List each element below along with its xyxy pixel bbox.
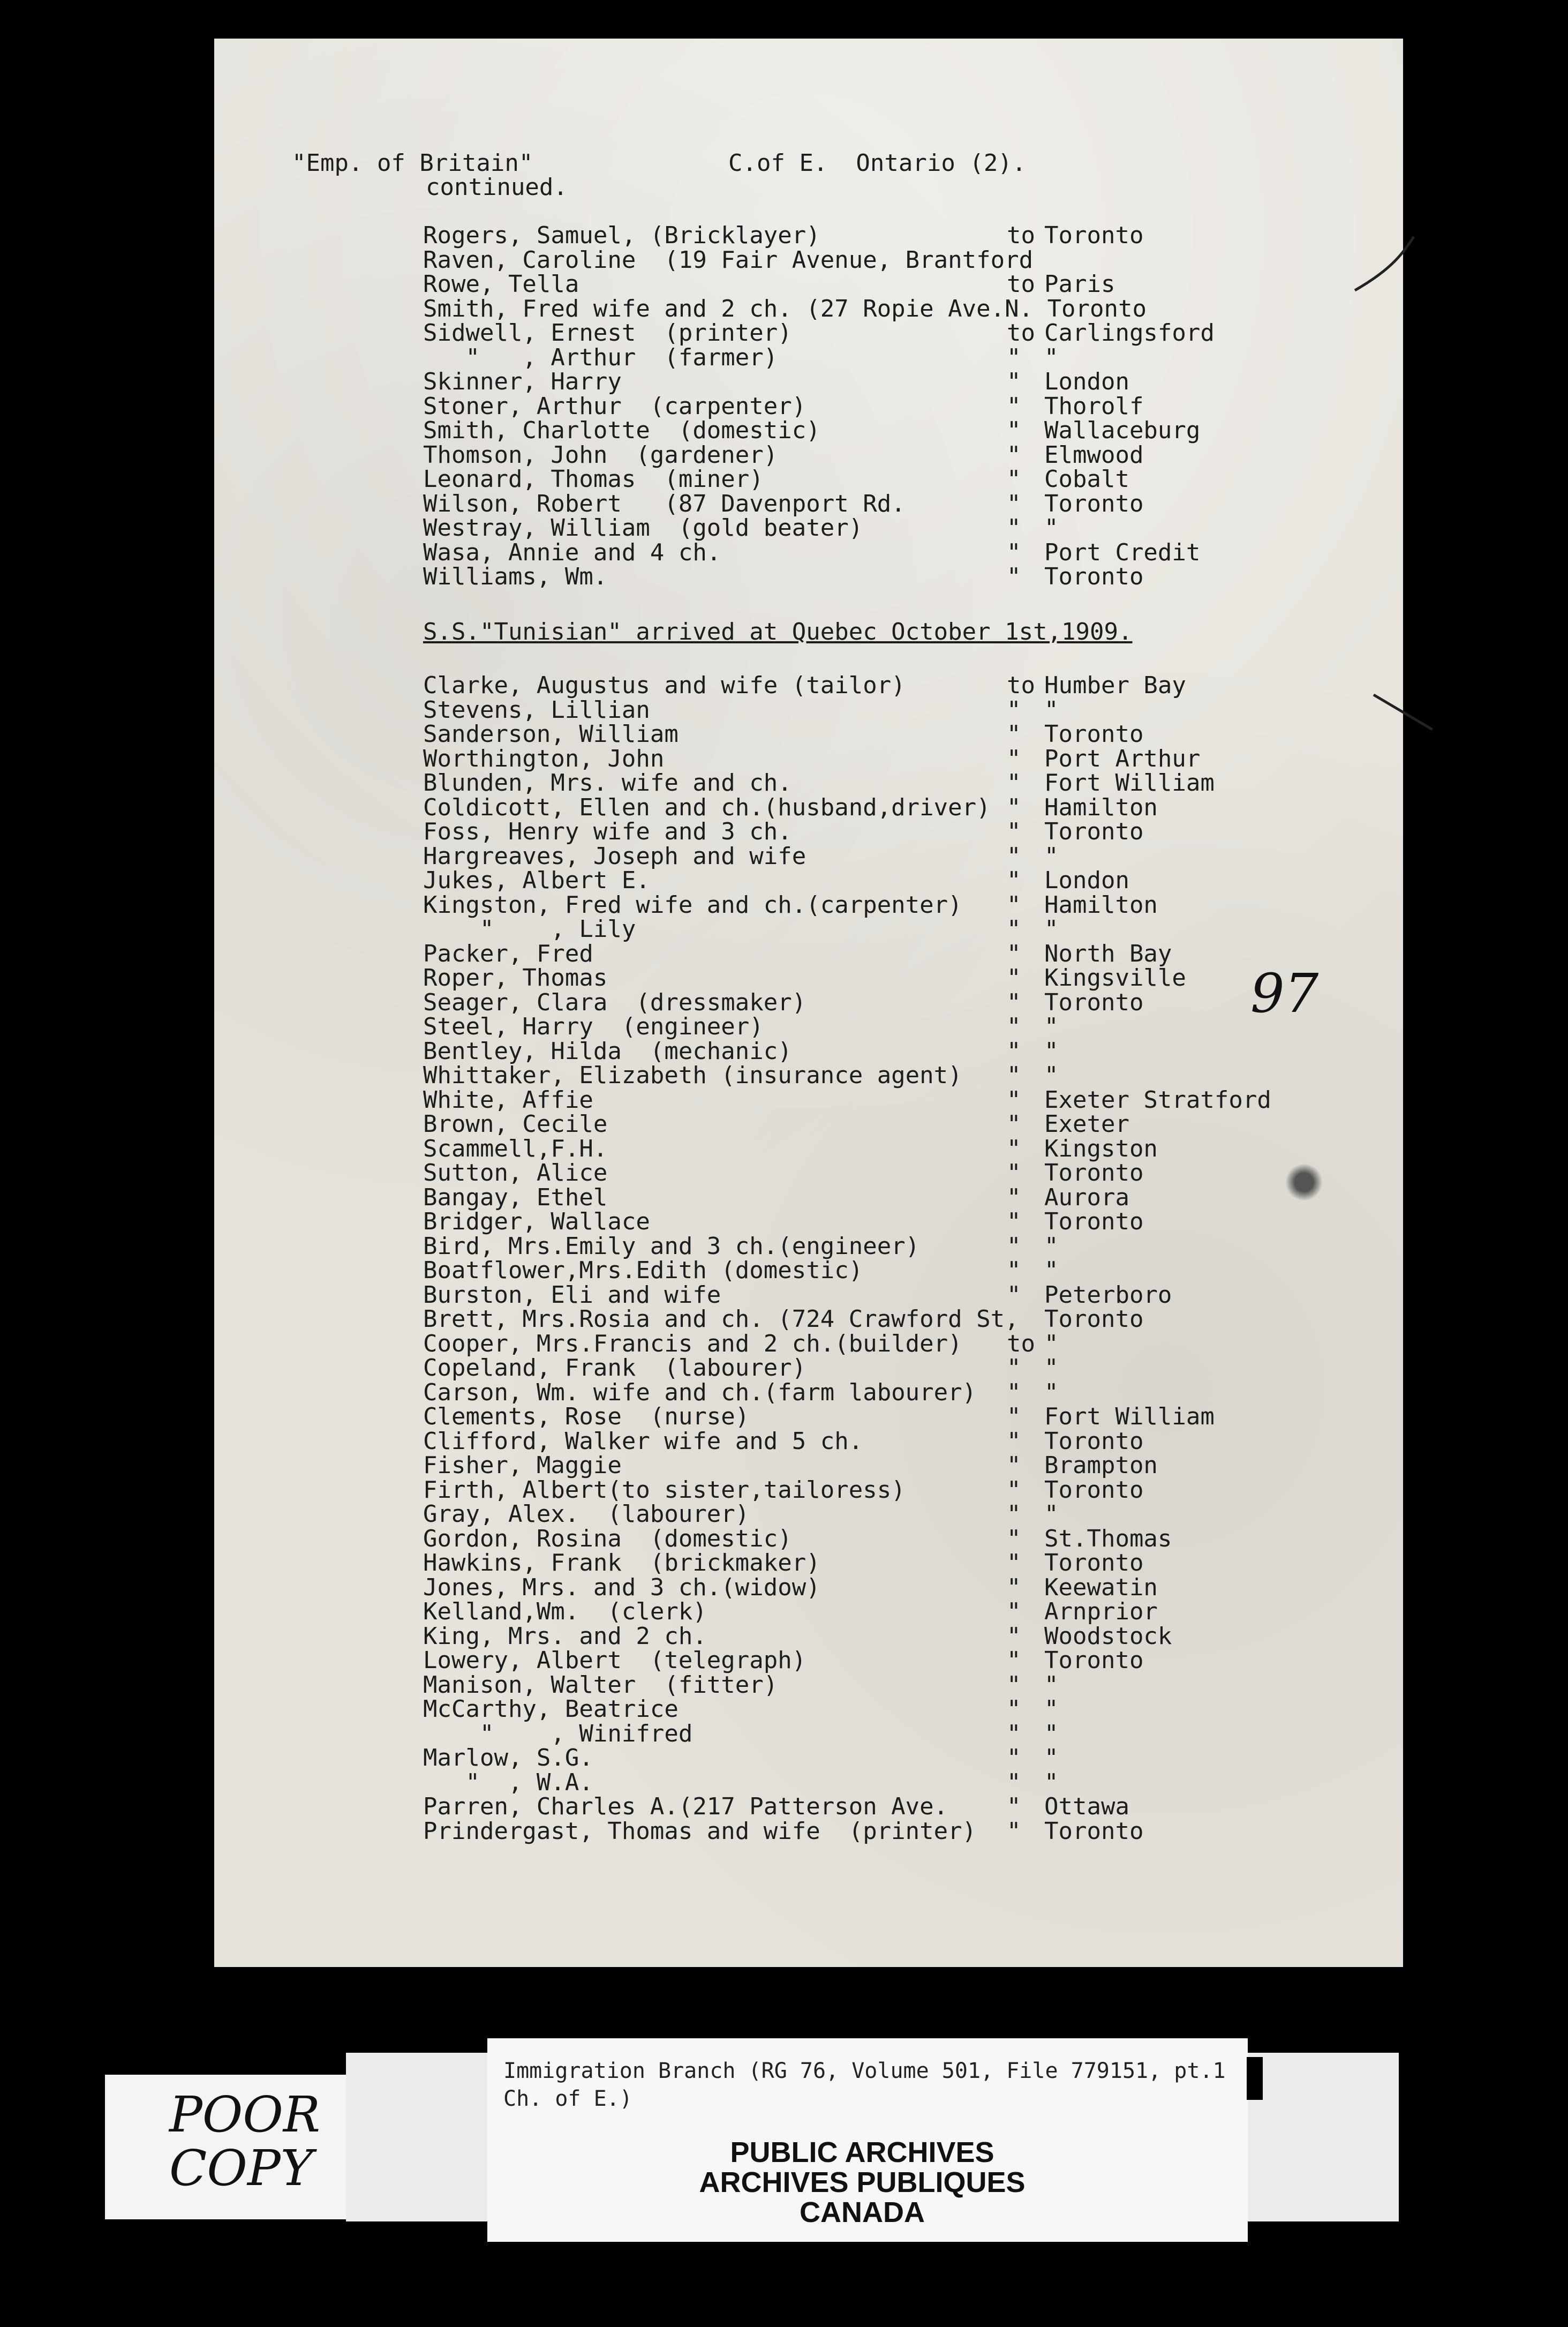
passenger-name: Thomson, John (gardener) (423, 441, 778, 469)
destination: Toronto (1044, 1208, 1144, 1235)
to-marker: " (1007, 1744, 1021, 1771)
destination: " (1044, 1744, 1059, 1771)
to-marker: " (1007, 1232, 1021, 1260)
destination: London (1044, 867, 1129, 894)
to-marker: " (1007, 466, 1021, 493)
passenger-name: Hawkins, Frank (brickmaker) (423, 1549, 820, 1577)
destination: " (1044, 1330, 1059, 1357)
destination: " (1044, 915, 1059, 943)
to-marker: " (1007, 1647, 1021, 1674)
passenger-name: Fisher, Maggie (423, 1452, 622, 1479)
to-marker: " (1007, 1183, 1021, 1211)
to-marker: " (1007, 1378, 1021, 1406)
passenger-name: " , Winifred (423, 1720, 693, 1747)
destination: Aurora (1044, 1183, 1129, 1211)
passenger-name: Sanderson, William (423, 720, 679, 748)
destination: Toronto (1044, 1817, 1144, 1845)
to-marker: to (1007, 271, 1035, 298)
passenger-name: Rogers, Samuel, (Bricklayer) (423, 222, 820, 249)
passenger-name: Whittaker, Elizabeth (insurance agent) (423, 1062, 962, 1089)
to-marker: " (1007, 490, 1021, 517)
passenger-name: Foss, Henry wife and 3 ch. (423, 818, 792, 845)
passenger-name: Lowery, Albert (telegraph) (423, 1647, 806, 1674)
to-marker: " (1007, 1476, 1021, 1504)
destination: Toronto (1044, 1159, 1144, 1187)
passenger-name: Prindergast, Thomas and wife (printer) (423, 1817, 977, 1845)
destination: Wallaceburg (1044, 417, 1201, 444)
passenger-name: Stevens, Lillian (423, 696, 650, 724)
destination: " (1044, 1037, 1059, 1065)
passenger-name: Wilson, Robert (87 Davenport Rd. (423, 490, 906, 517)
ink-smudge (1285, 1164, 1323, 1201)
destination: Exeter Stratford (1044, 1086, 1271, 1114)
passenger-name: Gray, Alex. (labourer) (423, 1500, 750, 1528)
ship-name: "Emp. of Britain" (292, 149, 533, 177)
to-marker: " (1007, 891, 1021, 919)
passenger-name: " , Arthur (farmer) (423, 343, 778, 371)
to-marker: " (1007, 1427, 1021, 1455)
passenger-name: Raven, Caroline (19 Fair Avenue, Brantford (423, 246, 1034, 274)
to-marker: " (1007, 441, 1021, 469)
passenger-name: White, Affie (423, 1086, 593, 1114)
destination: Toronto (1044, 222, 1144, 249)
to-marker: " (1007, 392, 1021, 420)
destination: Toronto (1044, 988, 1144, 1016)
pen-mark (1344, 231, 1424, 301)
passenger-name: Smith, Charlotte (domestic) (423, 417, 820, 444)
passenger-name: Rowe, Tella (423, 271, 579, 298)
destination: Carlingsford (1044, 319, 1215, 347)
destination: Toronto (1044, 1549, 1144, 1577)
passenger-name: Burston, Eli and wife (423, 1281, 721, 1309)
to-marker: " (1007, 915, 1021, 943)
to-marker: " (1007, 1257, 1021, 1284)
destination: Fort William (1044, 1403, 1215, 1430)
passenger-name: Jukes, Albert E. (423, 867, 650, 894)
passenger-name: " , W.A. (423, 1768, 593, 1796)
passenger-name: Brett, Mrs.Rosia and ch. (724 Crawford St, (423, 1305, 1019, 1333)
to-marker: " (1007, 940, 1021, 967)
passenger-name: Smith, Fred wife and 2 ch. (27 Ropie Ave.N. Toronto (423, 295, 1147, 322)
passenger-name: Skinner, Harry (423, 368, 622, 395)
passenger-name: Sutton, Alice (423, 1159, 608, 1187)
destination: " (1044, 1232, 1059, 1260)
destination: St.Thomas (1044, 1525, 1172, 1552)
to-marker: " (1007, 1281, 1021, 1309)
passenger-name: Cooper, Mrs.Francis and 2 ch.(builder) (423, 1330, 962, 1357)
passenger-name: Clarke, Augustus and wife (tailor) (423, 672, 906, 699)
to-marker: " (1007, 1500, 1021, 1528)
to-marker: to (1007, 1330, 1035, 1357)
destination: Toronto (1044, 1476, 1144, 1504)
passenger-name: Clifford, Walker wife and 5 ch. (423, 1427, 863, 1455)
archive-organization (621, 2137, 1103, 2227)
to-marker: " (1007, 964, 1021, 992)
to-marker: " (1007, 1208, 1021, 1235)
passenger-name: Firth, Albert(to sister,tailoress) (423, 1476, 906, 1504)
to-marker: " (1007, 514, 1021, 542)
org-line3: CANADA (800, 2196, 925, 2228)
reference-line1: Immigration Branch (RG 76, Volume 501, File 779151, pt.1 (503, 2059, 1226, 2083)
destination: Hamilton (1044, 793, 1158, 821)
to-marker: to (1007, 319, 1035, 347)
passenger-name: Kingston, Fred wife and ch.(carpenter) (423, 891, 962, 919)
to-marker: " (1007, 1817, 1021, 1845)
passenger-name: Leonard, Thomas (miner) (423, 466, 764, 493)
poor-copy-line1: POOR (169, 2086, 321, 2143)
passenger-name: Worthington, John (423, 745, 665, 772)
passenger-name: Jones, Mrs. and 3 ch.(widow) (423, 1573, 820, 1601)
to-marker: " (1007, 1695, 1021, 1723)
destination: " (1044, 1013, 1059, 1040)
destination: " (1044, 1062, 1059, 1089)
destination: " (1044, 1354, 1059, 1382)
passenger-name: Marlow, S.G. (423, 1744, 593, 1771)
destination: Thorolf (1044, 392, 1144, 420)
passenger-name: Wasa, Annie and 4 ch. (423, 538, 721, 566)
passenger-name: Stoner, Arthur (carpenter) (423, 392, 806, 420)
reference-line2: Ch. of E.) (503, 2086, 632, 2111)
destination: Brampton (1044, 1452, 1158, 1479)
to-marker: " (1007, 1768, 1021, 1796)
org-line1: PUBLIC ARCHIVES (730, 2136, 994, 2168)
passenger-name: Copeland, Frank (labourer) (423, 1354, 806, 1382)
passenger-name: Boatflower,Mrs.Edith (domestic) (423, 1257, 863, 1284)
destination: " (1044, 1257, 1059, 1284)
destination: " (1044, 842, 1059, 870)
destination: " (1044, 1695, 1059, 1723)
passenger-name: Westray, William (gold beater) (423, 514, 863, 542)
destination: Elmwood (1044, 441, 1144, 469)
destination: " (1044, 514, 1059, 542)
to-marker: " (1007, 563, 1021, 590)
passenger-name: Bird, Mrs.Emily and 3 ch.(engineer) (423, 1232, 920, 1260)
poor-copy-label (105, 2075, 349, 2219)
destination: North Bay (1044, 940, 1172, 967)
to-marker: " (1007, 745, 1021, 772)
handwritten-page-number: 97 (1250, 962, 1319, 1025)
to-marker: " (1007, 1037, 1021, 1065)
destination: " (1044, 1768, 1059, 1796)
category-heading: C.of E. Ontario (2). (728, 149, 1027, 177)
to-marker: " (1007, 1062, 1021, 1089)
to-marker: " (1007, 1671, 1021, 1699)
destination: Toronto (1044, 1647, 1144, 1674)
passenger-name: Brown, Cecile (423, 1110, 608, 1138)
destination: " (1044, 1500, 1059, 1528)
passenger-name: Steel, Harry (engineer) (423, 1013, 764, 1040)
destination: " (1044, 1720, 1059, 1747)
passenger-name: Scammell,F.H. (423, 1135, 608, 1162)
destination: Paris (1044, 271, 1115, 298)
destination: Toronto (1044, 1305, 1144, 1333)
passenger-name: Packer, Fred (423, 940, 593, 967)
org-line2: ARCHIVES PUBLIQUES (699, 2166, 1026, 2198)
to-marker: " (1007, 720, 1021, 748)
passenger-name: Bentley, Hilda (mechanic) (423, 1037, 792, 1065)
destination: " (1044, 1378, 1059, 1406)
to-marker: " (1007, 1159, 1021, 1187)
to-marker: " (1007, 538, 1021, 566)
to-marker: " (1007, 1403, 1021, 1430)
destination: Peterboro (1044, 1281, 1172, 1309)
to-marker: " (1007, 793, 1021, 821)
to-marker: " (1007, 1086, 1021, 1114)
destination: Cobalt (1044, 466, 1129, 493)
passenger-name: Kelland,Wm. (clerk) (423, 1598, 707, 1625)
destination: Kingsville (1044, 964, 1186, 992)
passenger-name: Sidwell, Ernest (printer) (423, 319, 792, 347)
to-marker: " (1007, 867, 1021, 894)
destination: Arnprior (1044, 1598, 1158, 1625)
passenger-name: Clements, Rose (nurse) (423, 1403, 750, 1430)
to-marker: " (1007, 1720, 1021, 1747)
destination: Ottawa (1044, 1793, 1129, 1820)
passenger-name: King, Mrs. and 2 ch. (423, 1622, 707, 1650)
destination: Keewatin (1044, 1573, 1158, 1601)
to-marker: " (1007, 1525, 1021, 1552)
destination: Exeter (1044, 1110, 1129, 1138)
to-marker: " (1007, 1110, 1021, 1138)
to-marker: " (1007, 417, 1021, 444)
to-marker: " (1007, 1598, 1021, 1625)
passenger-name: McCarthy, Beatrice (423, 1695, 679, 1723)
destination: Toronto (1044, 818, 1144, 845)
destination: " (1044, 343, 1059, 371)
passenger-name: Hargreaves, Joseph and wife (423, 842, 806, 870)
to-marker: " (1007, 1013, 1021, 1040)
passenger-name: Williams, Wm. (423, 563, 608, 590)
destination: " (1044, 696, 1059, 724)
to-marker: " (1007, 769, 1021, 797)
destination: Port Credit (1044, 538, 1201, 566)
to-marker: " (1007, 842, 1021, 870)
passenger-name: Bangay, Ethel (423, 1183, 608, 1211)
to-marker: " (1007, 1793, 1021, 1820)
to-marker: " (1007, 1135, 1021, 1162)
passenger-name: Bridger, Wallace (423, 1208, 650, 1235)
destination: Woodstock (1044, 1622, 1172, 1650)
destination: Port Arthur (1044, 745, 1201, 772)
to-marker: to (1007, 222, 1035, 249)
destination: Humber Bay (1044, 672, 1186, 699)
passenger-name: Carson, Wm. wife and ch.(farm labourer) (423, 1378, 977, 1406)
poor-copy-line2: COPY (169, 2140, 313, 2197)
document-page (214, 39, 1403, 1967)
destination: Fort William (1044, 769, 1215, 797)
to-marker: " (1007, 988, 1021, 1016)
to-marker: " (1007, 1549, 1021, 1577)
destination: Toronto (1044, 563, 1144, 590)
destination: " (1044, 1671, 1059, 1699)
to-marker: " (1007, 696, 1021, 724)
to-marker: " (1007, 368, 1021, 395)
destination: Toronto (1044, 720, 1144, 748)
section-title: S.S."Tunisian" arrived at Quebec October 1st,1909. (423, 618, 1133, 645)
destination: Toronto (1044, 1427, 1144, 1455)
pen-mark (1371, 692, 1435, 735)
passenger-name: Roper, Thomas (423, 964, 608, 992)
passenger-name: Manison, Walter (fitter) (423, 1671, 778, 1699)
destination: London (1044, 368, 1129, 395)
to-marker: " (1007, 343, 1021, 371)
passenger-name: Blunden, Mrs. wife and ch. (423, 769, 792, 797)
passenger-name: Seager, Clara (dressmaker) (423, 988, 806, 1016)
to-marker: to (1007, 672, 1035, 699)
passenger-name: Coldicott, Ellen and ch.(husband,driver) (423, 793, 991, 821)
passenger-name: " , Lily (423, 915, 636, 943)
continued-label: continued. (426, 174, 568, 201)
passenger-name: Gordon, Rosina (domestic) (423, 1525, 792, 1552)
to-marker: " (1007, 1452, 1021, 1479)
destination: Toronto (1044, 490, 1144, 517)
to-marker: " (1007, 1354, 1021, 1382)
destination: Hamilton (1044, 891, 1158, 919)
archive-reference (503, 2057, 1253, 2113)
passenger-name: Parren, Charles A.(217 Patterson Ave. (423, 1793, 948, 1820)
to-marker: " (1007, 818, 1021, 845)
to-marker: " (1007, 1573, 1021, 1601)
to-marker: " (1007, 1622, 1021, 1650)
destination: Kingston (1044, 1135, 1158, 1162)
